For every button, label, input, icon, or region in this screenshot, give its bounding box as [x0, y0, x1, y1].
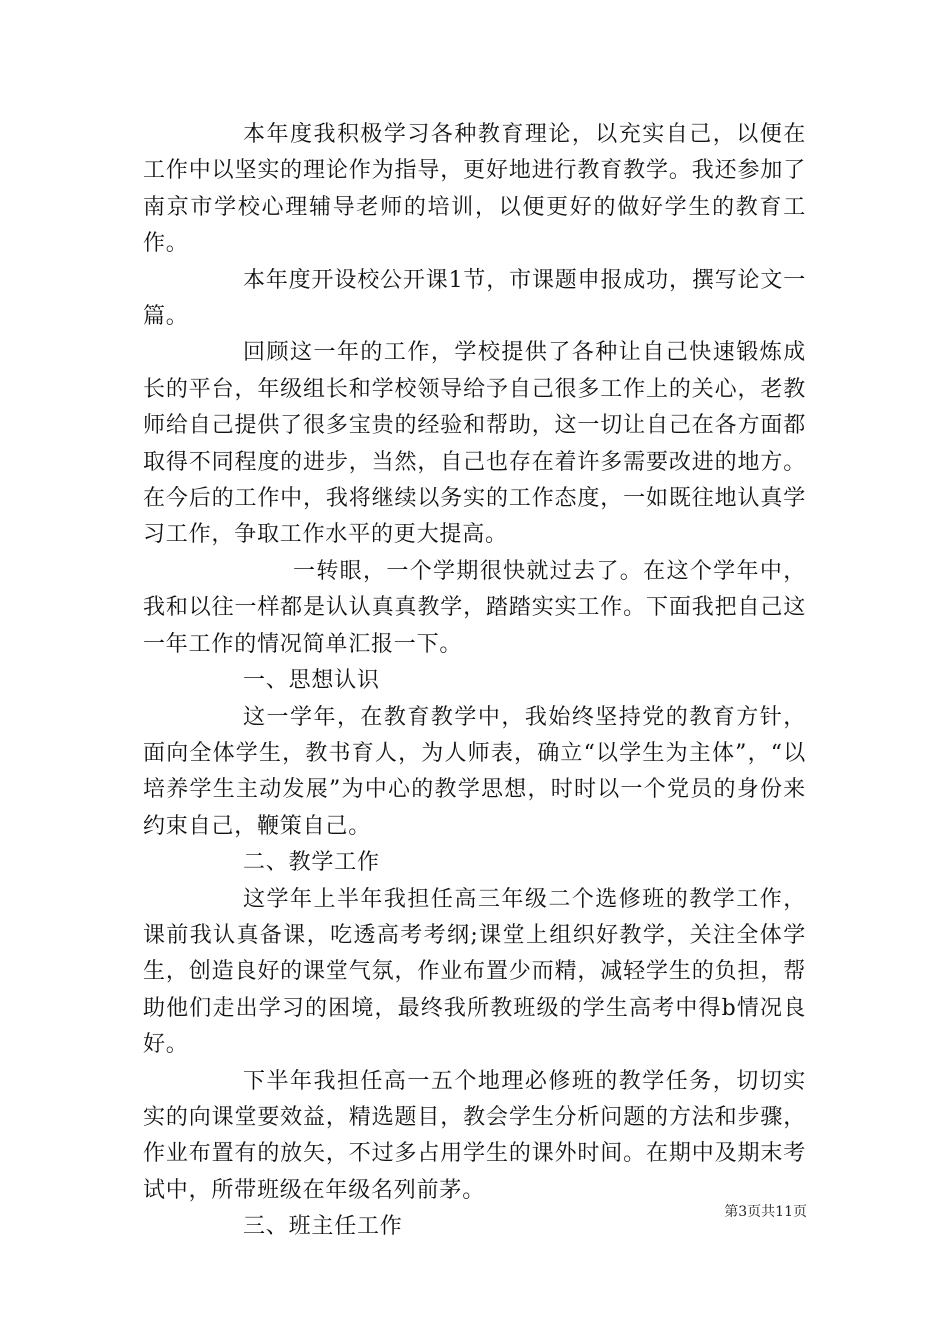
paragraph-teaching-second-half: 下半年我担任高一五个地理必修班的教学任务，切切实实的向课堂要效益，精选题目，教会学生分析问题的方法和步骤，作业布置有的放矢，不过多占用学生的课外时间。在期中及期末考试中，所带班级在年级名列前茅。	[143, 1068, 806, 1203]
document-body	[143, 117, 806, 1246]
paragraph-semester-intro: 一转眼，一个学期很快就过去了。在这个学年中，我和以往一样都是认认真真教学，踏踏实实工作。下面我把自己这一年工作的情况简单汇报一下。	[143, 558, 806, 657]
paragraph-thinking: 这一学年，在教育教学中，我始终坚持党的教育方针，面向全体学生，教书育人，为人师表，确立“以学生为主体”，“以培养学生主动发展”为中心的教学思想，时时以一个党员的身份来约束自己，鞭策自己。	[143, 704, 806, 839]
paragraph-teaching-first-half: 这学年上半年我担任高三年级二个选修班的教学工作，课前我认真备课，吃透高考考纲;课堂上组织好教学，关注全体学生，创造良好的课堂气氛，作业布置少而精，减轻学生的负担，帮助他们走出学习的困境，最终我所教班级的学生高考中得b情况良好。	[143, 886, 806, 1058]
paragraph-review-year: 回顾这一年的工作，学校提供了各种让自己快速锻炼成长的平台，年级组长和学校领导给予自己很多工作上的关心，老教师给自己提供了很多宝贵的经验和帮助，这一切让自己在各方面都取得不同程度的进步，当然，自己也存在着许多需要改进的地方。在今后的工作中，我将继续以务实的工作态度，一如既往地认真学习工作，争取工作水平的更大提高。	[143, 340, 806, 548]
page-number: 第3页共11页	[724, 1204, 807, 1220]
section-heading-class-teacher: 三、班主任工作	[243, 1214, 403, 1240]
section-heading-thinking: 一、思想认识	[243, 668, 380, 694]
paragraph-study-theory: 本年度我积极学习各种教育理论，以充实自己，以便在工作中以坚实的理论作为指导，更好地进行教育教学。我还参加了南京市学校心理辅导老师的培训，以便更好的做好学生的教育工作。	[143, 122, 806, 257]
paragraph-open-class: 本年度开设校公开课1节，市课题申报成功，撰写论文一篇。	[143, 267, 806, 330]
section-heading-teaching: 二、教学工作	[243, 850, 380, 876]
